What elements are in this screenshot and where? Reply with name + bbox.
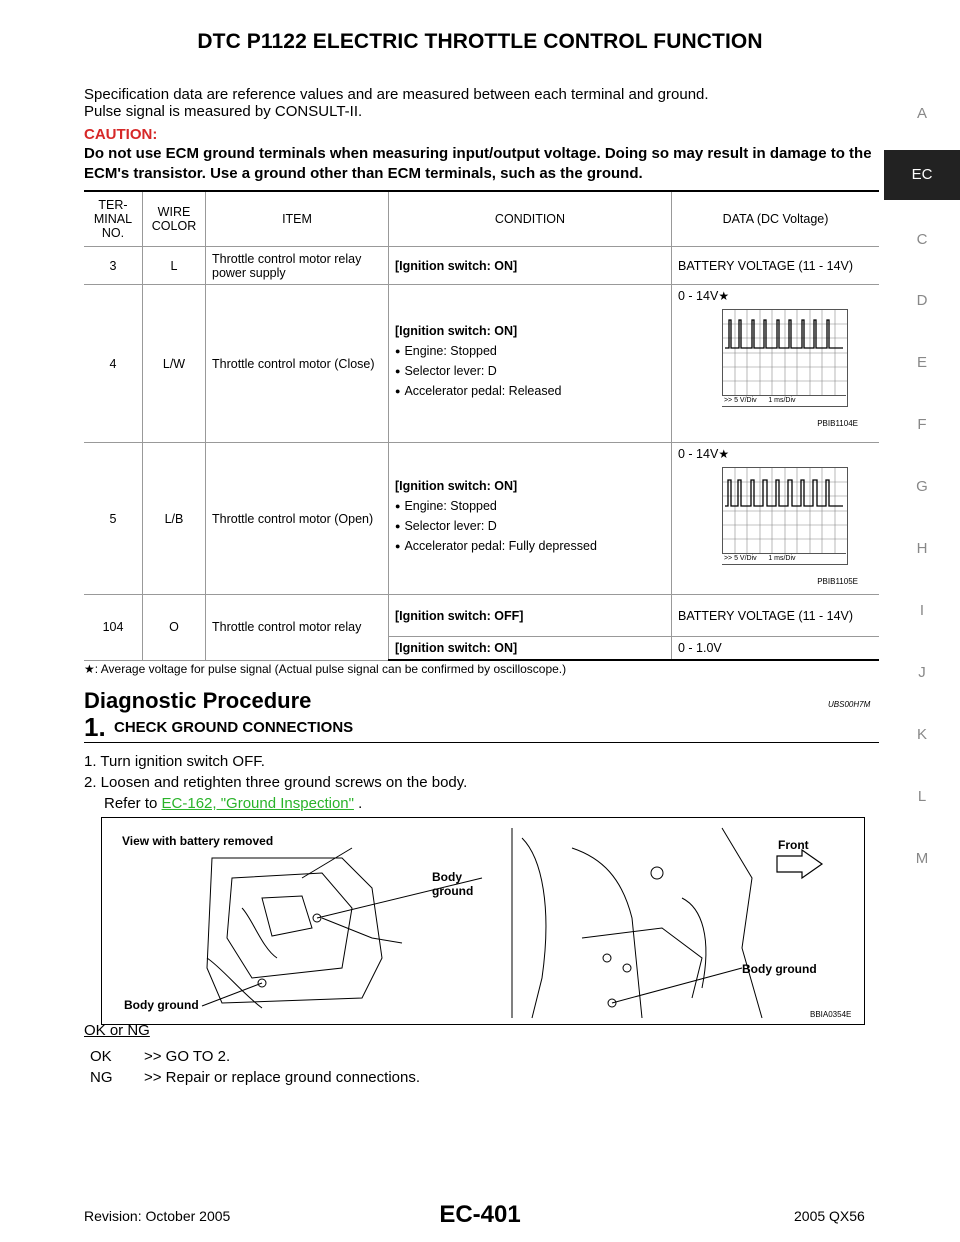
star-icon: ★ — [718, 289, 730, 303]
result-key: NG — [90, 1069, 113, 1086]
figure-label: Body ground — [432, 870, 474, 898]
result-list — [90, 1046, 420, 1088]
terminal-spec-table — [84, 190, 879, 661]
figure-label: Body ground — [742, 962, 817, 976]
condition-bullet: ● Accelerator pedal: Fully depressed — [395, 539, 665, 553]
table-row — [84, 285, 879, 443]
scope-time: 1 ms/Div — [768, 397, 796, 404]
instruction-item: 1. Turn ignition switch OFF. — [84, 753, 265, 770]
index-tab-a[interactable]: A — [916, 105, 927, 122]
cell-item: Throttle control motor (Open) — [206, 443, 389, 595]
refer-line — [84, 793, 467, 814]
result-ng — [90, 1067, 420, 1088]
divider — [84, 742, 879, 743]
intro-line-2: Pulse signal is measured by CONSULT-II. — [84, 103, 363, 120]
cell-color: L/B — [143, 443, 206, 595]
data-value: 0 - 14V — [678, 289, 719, 303]
table-row — [84, 595, 879, 637]
cell-terminal: 4 — [84, 285, 143, 443]
footer-page-number: EC-401 — [439, 1201, 521, 1228]
condition-bullet: ● Accelerator pedal: Released — [395, 384, 665, 398]
refer-prefix: Refer to — [104, 795, 162, 812]
result-value: >> GO TO 2. — [144, 1048, 231, 1065]
condition-bullet: ● Selector lever: D — [395, 519, 665, 533]
index-tab-ec[interactable]: EC — [884, 150, 960, 200]
index-tab-h[interactable]: H — [916, 540, 928, 557]
step-title: CHECK GROUND CONNECTIONS — [114, 719, 354, 736]
cell-terminal: 104 — [84, 595, 143, 661]
table-row — [84, 443, 879, 595]
table-row — [84, 247, 879, 285]
index-tab-j[interactable]: J — [918, 664, 926, 681]
cell-condition — [389, 285, 672, 443]
star-icon: ★ — [718, 447, 730, 461]
star-icon: ★ — [84, 662, 95, 676]
oscilloscope-figure — [722, 467, 858, 586]
cell-color: L/W — [143, 285, 206, 443]
engine-bay-illustration — [102, 818, 864, 1024]
scope-time: 1 ms/Div — [768, 555, 796, 562]
footer-model: 2005 QX56 — [794, 1208, 865, 1224]
ground-inspection-link[interactable]: EC-162, "Ground Inspection" — [161, 795, 354, 812]
oscilloscope-figure — [722, 309, 858, 428]
scope-scale-bar: >> 5 V/Div 1 ms/Div — [722, 553, 846, 564]
oscilloscope-waveform — [722, 309, 848, 407]
intro-text — [84, 86, 709, 120]
header-item: ITEM — [206, 191, 389, 247]
cell-data: BATTERY VOLTAGE (11 - 14V) — [672, 247, 880, 285]
data-value: 0 - 14V — [678, 447, 719, 461]
cell-color: L — [143, 247, 206, 285]
footnote-text: : Average voltage for pulse signal (Actual pulse signal can be confirmed by oscilloscope.) — [94, 662, 567, 676]
cell-color: O — [143, 595, 206, 661]
index-tab-k[interactable]: K — [916, 726, 927, 743]
intro-line-1: Specification data are reference values and are measured between each terminal and ground. — [84, 86, 709, 103]
table-header-row — [84, 191, 879, 247]
scope-scale-bar: >> 5 V/Div 1 ms/Div — [722, 395, 846, 406]
header-data: DATA (DC Voltage) — [672, 191, 880, 247]
ground-location-figure — [101, 817, 865, 1025]
cell-data — [672, 285, 880, 443]
cell-condition: [Ignition switch: ON] — [389, 247, 672, 285]
condition-label: [Ignition switch: ON] — [395, 478, 518, 493]
header-condition: CONDITION — [389, 191, 672, 247]
caution-heading: CAUTION: — [84, 126, 158, 143]
refer-suffix: . — [353, 795, 363, 812]
index-tab-f[interactable]: F — [917, 416, 927, 433]
header-wire-color: WIRE COLOR — [143, 191, 206, 247]
result-ok — [90, 1046, 420, 1067]
figure-code: BBIA0354E — [810, 1010, 852, 1019]
scope-volts: 5 V/Div — [734, 555, 757, 562]
step-instructions — [84, 751, 467, 814]
scope-volts: 5 V/Div — [734, 397, 757, 404]
cell-terminal: 3 — [84, 247, 143, 285]
index-tab-i[interactable]: I — [919, 602, 925, 619]
index-tab-l[interactable]: L — [917, 788, 927, 805]
figure-code: PBIB1105E — [817, 577, 858, 586]
footer-revision: Revision: October 2005 — [84, 1208, 231, 1224]
figure-code: PBIB1104E — [817, 419, 858, 428]
cell-data — [672, 443, 880, 595]
cell-condition — [389, 443, 672, 595]
header-terminal: TER-MINAL NO. — [84, 191, 143, 247]
condition-bullet: ● Selector lever: D — [395, 364, 665, 378]
result-value: >> Repair or replace ground connections. — [144, 1069, 421, 1086]
cell-condition: [Ignition switch: ON] — [389, 637, 672, 661]
section-code: UBS00H7M — [828, 700, 871, 709]
result-key: OK — [90, 1048, 112, 1065]
condition-label: [Ignition switch: ON] — [395, 323, 518, 338]
index-tab-g[interactable]: G — [916, 478, 928, 495]
cell-data: BATTERY VOLTAGE (11 - 14V) — [672, 595, 880, 637]
cell-item: Throttle control motor relay — [206, 595, 389, 661]
caution-text: Do not use ECM ground terminals when measuring input/output voltage. Doing so may result in damage to the ECM's transistor. Use a ground other than ECM terminals, such as the ground. — [84, 145, 872, 182]
figure-label: Front — [778, 838, 809, 852]
page-title: DTC P1122 ELECTRIC THROTTLE CONTROL FUNCTION — [197, 30, 763, 53]
cell-data: 0 - 1.0V — [672, 637, 880, 661]
ok-or-ng-label: OK or NG — [84, 1022, 150, 1039]
instruction-item: 2. Loosen and retighten three ground screws on the body. — [84, 774, 468, 791]
figure-caption: View with battery removed — [122, 834, 274, 848]
table-footnote — [84, 662, 566, 676]
cell-item: Throttle control motor (Close) — [206, 285, 389, 443]
figure-label: Body ground — [124, 998, 199, 1012]
cell-terminal: 5 — [84, 443, 143, 595]
index-tab-e[interactable]: E — [916, 354, 927, 371]
condition-bullet: ● Engine: Stopped — [395, 344, 665, 358]
cell-condition: [Ignition switch: OFF] — [389, 595, 672, 637]
index-tab-m[interactable]: M — [915, 850, 929, 867]
step-number: 1. — [84, 712, 106, 742]
index-tab-d[interactable]: D — [916, 292, 928, 309]
cell-item: Throttle control motor relay power supply — [206, 247, 389, 285]
oscilloscope-waveform — [722, 467, 848, 565]
condition-bullet: ● Engine: Stopped — [395, 499, 665, 513]
index-tab-c[interactable]: C — [916, 231, 928, 248]
section-title: Diagnostic Procedure — [84, 688, 312, 713]
